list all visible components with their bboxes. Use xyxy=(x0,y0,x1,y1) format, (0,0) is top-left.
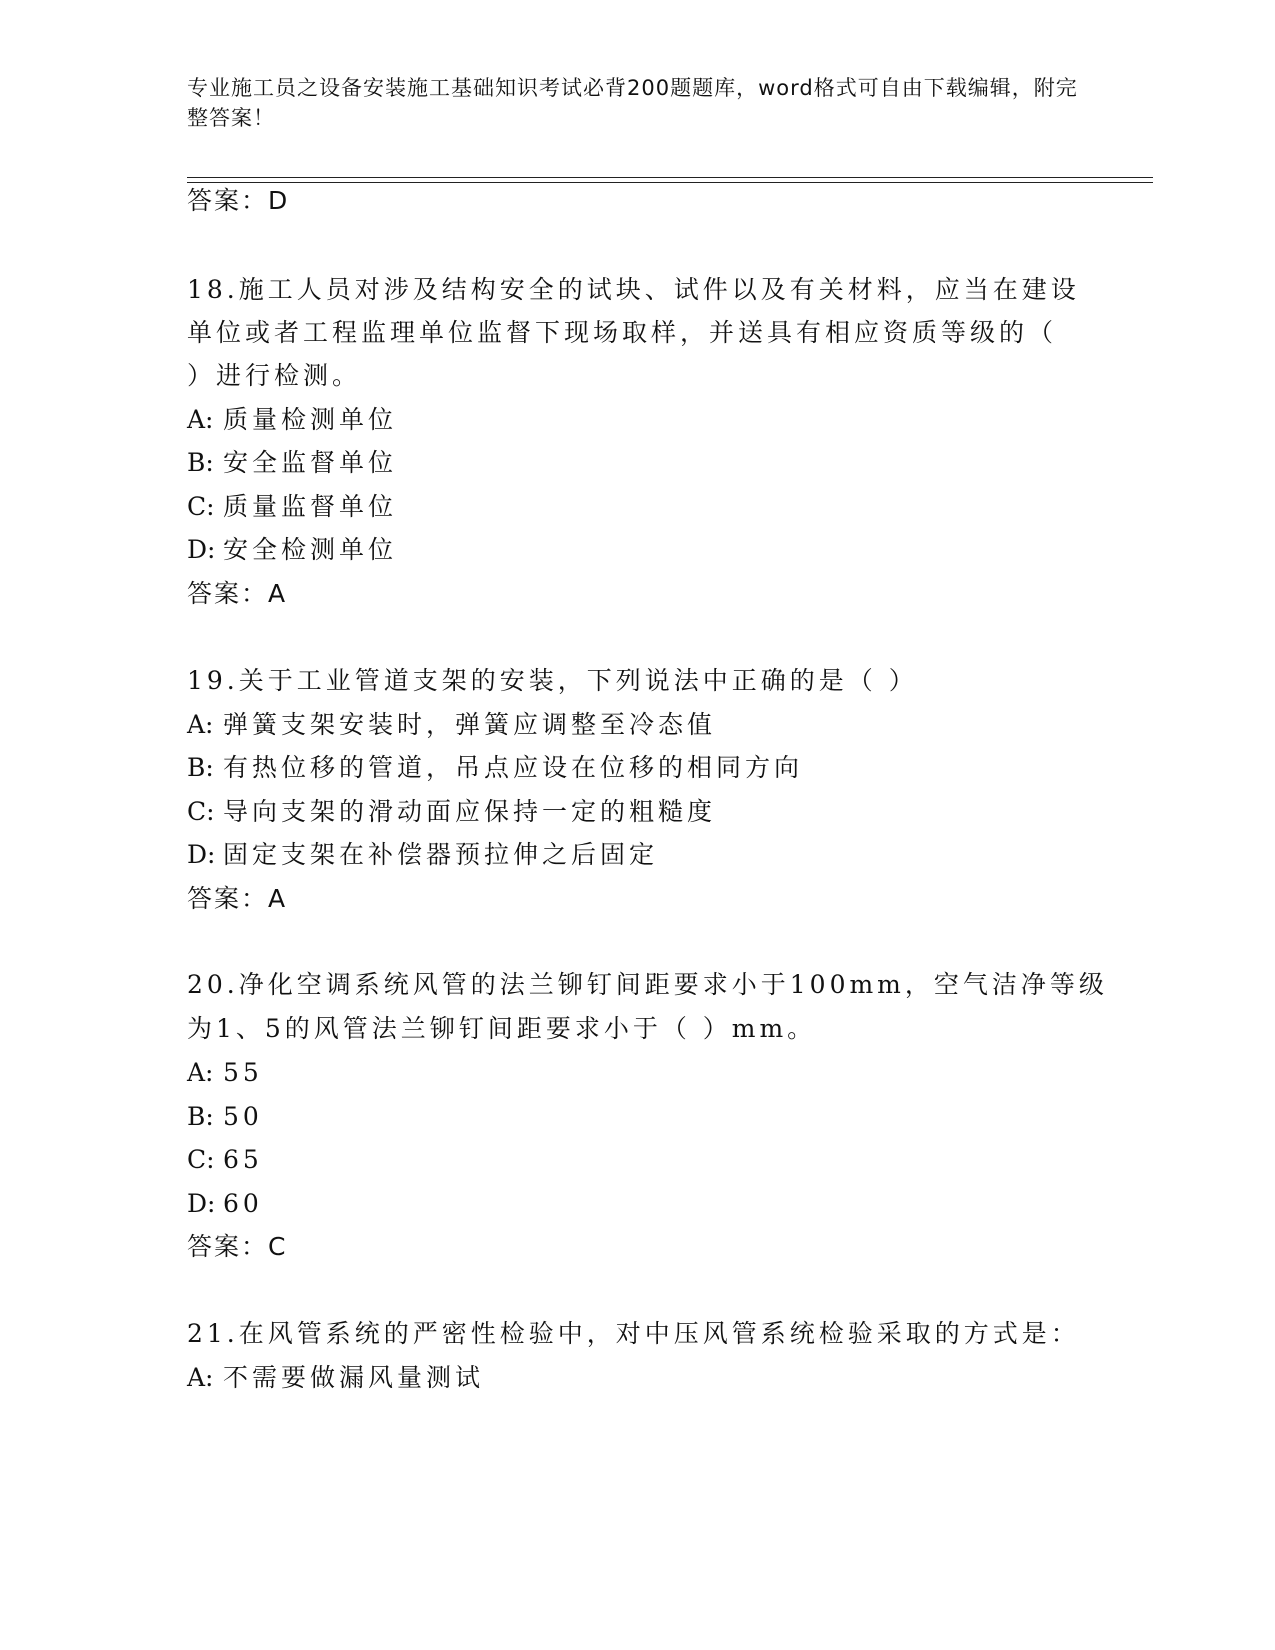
option-letter: D: xyxy=(187,840,216,869)
q21-option-a xyxy=(187,1363,484,1393)
option-text: 质量检测单位 xyxy=(223,405,398,434)
option-letter: C: xyxy=(187,492,215,521)
q20-option-c xyxy=(187,1145,263,1175)
q19-option-b xyxy=(187,753,803,783)
q19-option-d xyxy=(187,840,658,870)
q18-stem-line-2: 单位或者工程监理单位监督下现场取样，并送具有相应资质等级的（ xyxy=(187,318,1058,347)
answer-q20: 答案：C xyxy=(187,1232,288,1261)
q18-option-d xyxy=(187,535,397,565)
option-letter: B: xyxy=(187,448,214,477)
answer-q19: 答案：A xyxy=(187,884,288,913)
q20-stem-line-2: 为1、5的风管法兰铆钉间距要求小于（ ）mm。 xyxy=(187,1014,817,1043)
answer-q17: 答案：D xyxy=(187,186,290,215)
answer-q18: 答案：A xyxy=(187,579,288,608)
q20-option-b xyxy=(187,1102,263,1132)
option-letter: B: xyxy=(187,753,214,782)
option-letter: D: xyxy=(187,1189,216,1218)
option-text: 50 xyxy=(223,1102,263,1131)
option-text: 65 xyxy=(223,1145,263,1174)
option-letter: D: xyxy=(187,535,216,564)
option-text: 固定支架在补偿器预拉伸之后固定 xyxy=(223,840,659,869)
document-header: 专业施工员之设备安装施工基础知识考试必背200题题库，word格式可自由下载编辑，附完整答案！ xyxy=(187,76,1078,130)
option-letter: A: xyxy=(187,1363,214,1392)
option-letter: B: xyxy=(187,1102,214,1131)
q20-option-a xyxy=(187,1058,263,1088)
option-text: 安全监督单位 xyxy=(223,448,398,477)
option-text: 有热位移的管道，吊点应设在位移的相同方向 xyxy=(223,753,804,782)
option-text: 安全检测单位 xyxy=(223,535,398,564)
option-letter: A: xyxy=(187,405,214,434)
header-rule-top xyxy=(187,177,1153,178)
q20-option-d xyxy=(187,1189,263,1219)
q18-option-b xyxy=(187,448,397,478)
q19-stem-line-1: 19.关于工业管道支架的安装，下列说法中正确的是（ ） xyxy=(187,666,918,695)
q21-stem-line-1: 21.在风管系统的严密性检验中，对中压风管系统检验采取的方式是： xyxy=(187,1319,1080,1348)
option-letter: A: xyxy=(187,1058,214,1087)
option-text: 弹簧支架安装时，弹簧应调整至冷态值 xyxy=(223,710,717,739)
option-text: 60 xyxy=(223,1189,263,1218)
option-letter: C: xyxy=(187,797,215,826)
q18-option-a xyxy=(187,405,397,435)
q20-stem-line-1: 20.净化空调系统风管的法兰铆钉间距要求小于100mm，空气洁净等级 xyxy=(187,970,1108,999)
q19-option-c xyxy=(187,797,716,827)
q18-option-c xyxy=(187,492,397,522)
option-text: 质量监督单位 xyxy=(223,492,398,521)
q18-stem-line-3: ）进行检测。 xyxy=(187,361,362,390)
option-letter: C: xyxy=(187,1145,215,1174)
q19-option-a xyxy=(187,710,716,740)
option-text: 不需要做漏风量测试 xyxy=(223,1363,485,1392)
q18-stem-line-1: 18.施工人员对涉及结构安全的试块、试件以及有关材料，应当在建设 xyxy=(187,275,1080,304)
option-text: 导向支架的滑动面应保持一定的粗糙度 xyxy=(223,797,717,826)
header-rule-bottom xyxy=(187,182,1153,183)
option-text: 55 xyxy=(223,1058,263,1087)
option-letter: A: xyxy=(187,710,214,739)
